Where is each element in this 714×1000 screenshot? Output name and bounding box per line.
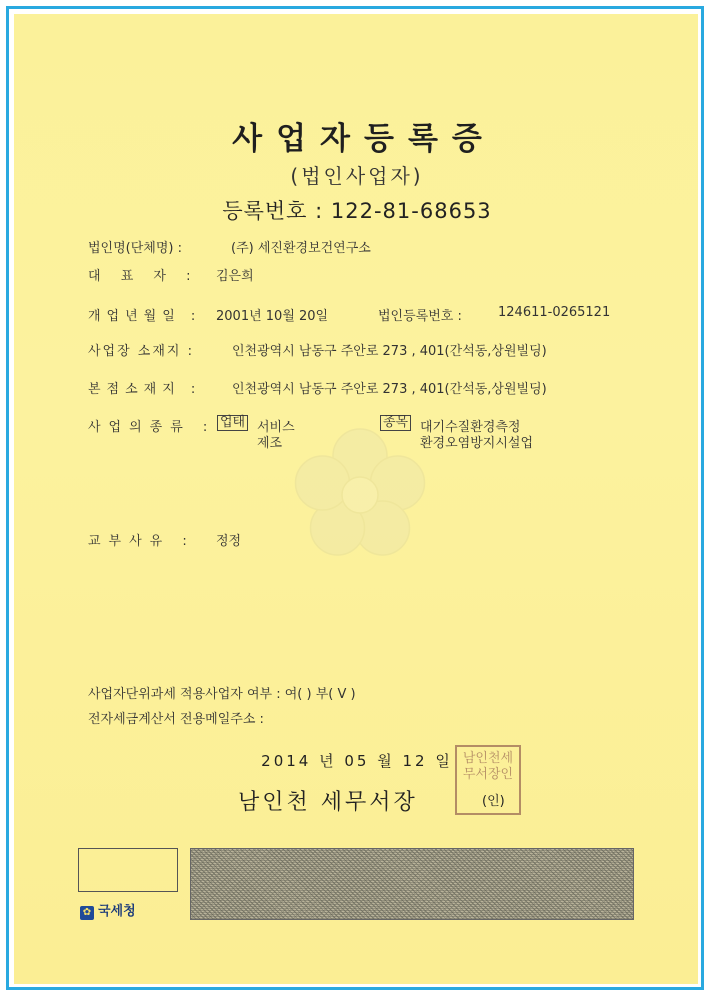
corp-name-value: (주) 세진환경보건연구소 [231,241,371,256]
watermark-emblem [285,420,435,570]
official-seal: 남인천세무서장인 [455,745,521,815]
biz-item-tag: 종목 [380,415,411,431]
issue-reason-value: 정정 [216,534,242,549]
issue-reason-label: 교부사유 : [88,534,195,549]
representative-value: 김은희 [216,269,254,284]
agency-logo [80,900,136,920]
representative-label: 대 표 자 : [88,269,199,284]
open-date-value: 2001년 10월 20일 [216,309,329,324]
seal-mark: (인) [482,794,505,809]
biz-item-value-1: 대기수질환경측정 [420,420,521,435]
logo-box [78,848,178,892]
corp-name-label: 법인명(단체명) : [88,241,183,256]
unit-tax-line: 사업자단위과세 적용사업자 여부 : 여( ) 부( V ) [88,687,356,702]
biz-address-value: 인천광역시 남동구 주안로 273 , 401(간석동,상원빌딩) [232,344,547,359]
biz-item-value-2: 환경오염방지시설업 [420,436,534,451]
email-line: 전자세금계산서 전용메일주소 : [88,712,264,727]
agency-name: 국세청 [98,904,136,919]
subtitle: (법인사업자) [290,164,424,188]
tax-office: 남인천 세무서장 [238,790,418,815]
biz-type-value-1: 서비스 [257,420,295,435]
corp-reg-label: 법인등록번호 : [378,309,462,324]
registration-number: 등록번호 : 122-81-68653 [222,199,492,223]
biz-address-label: 사업장 소재지 : [88,344,194,359]
nts-flower-icon: ✿ [80,906,94,920]
hq-address-label: 본점소재지 : [88,382,202,397]
issue-date: 2014 년 05 월 12 일 [261,752,453,770]
page-title: 사업자등록증 [232,121,496,157]
corp-reg-value: 124611-0265121 [498,305,611,320]
security-barcode [190,848,634,920]
biz-type-tag: 업태 [217,415,248,431]
biz-type-label: 사업의종류 : [88,420,216,435]
hq-address-value: 인천광역시 남동구 주안로 273 , 401(간석동,상원빌딩) [232,382,547,397]
open-date-label: 개업년월일 : [88,309,202,324]
biz-type-value-2: 제조 [257,436,283,451]
